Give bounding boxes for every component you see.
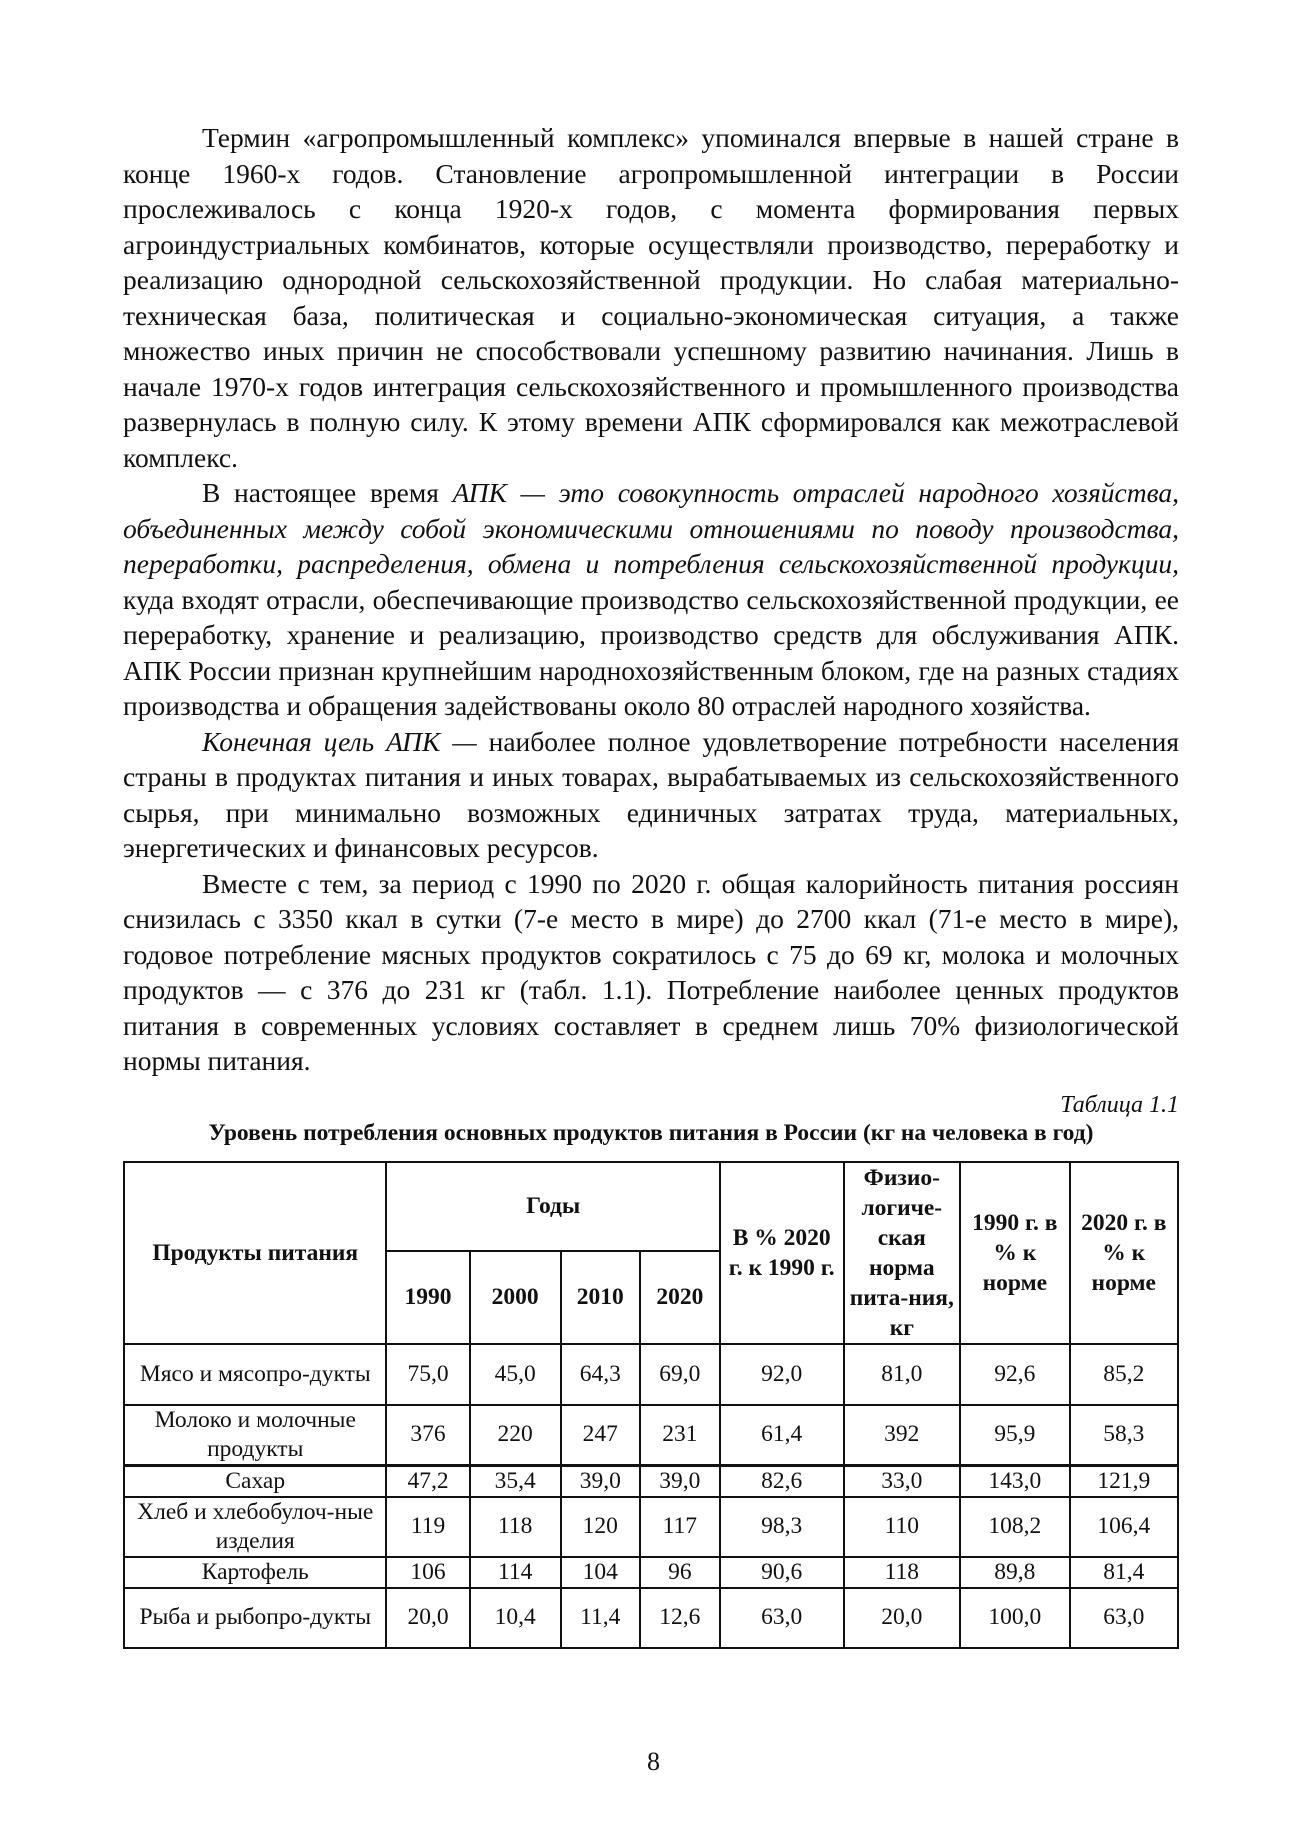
value-cell: 231: [640, 1405, 720, 1466]
product-name-cell: Молоко и молочные продукты: [124, 1405, 386, 1466]
value-cell: 118: [844, 1557, 961, 1588]
value-cell: 104: [561, 1557, 640, 1588]
value-cell: 117: [640, 1497, 720, 1557]
page-content: [123, 120, 1179, 1649]
value-cell: 20,0: [386, 1588, 469, 1648]
value-cell: 82,6: [720, 1465, 844, 1497]
value-cell: 39,0: [640, 1465, 720, 1497]
value-cell: 45,0: [470, 1344, 561, 1405]
value-cell: 20,0: [844, 1588, 961, 1648]
table-row: [124, 1465, 1178, 1497]
paragraph-consumption: Вместе с тем, за период с 1990 по 2020 г. общая калорийность питания россиян снизилась с 3350 ккал в сутки (7-е место в мире) до 2700 ккал (71-е место в мире), годовое потребление мясных продуктов сократилось с 75 до 69 кг, молока и молочных продуктов — с 376 до 231 кг (табл. 1.1). Потребление наиболее ценных продуктов питания в современных условиях составляет в среднем лишь 70% физиологической нормы питания.: [123, 867, 1179, 1076]
value-cell: 64,3: [561, 1344, 640, 1405]
value-cell: 119: [386, 1497, 469, 1557]
value-cell: 47,2: [386, 1465, 469, 1497]
value-cell: 12,6: [640, 1588, 720, 1648]
value-cell: 106,4: [1070, 1497, 1178, 1557]
value-cell: 114: [470, 1557, 561, 1588]
header-product: Продукты питания: [124, 1162, 386, 1344]
value-cell: 75,0: [386, 1344, 469, 1405]
page-number: 8: [647, 1747, 660, 1776]
value-cell: 96: [640, 1557, 720, 1588]
value-cell: 81,0: [844, 1344, 961, 1405]
value-cell: 89,8: [960, 1557, 1069, 1588]
value-cell: 61,4: [720, 1405, 844, 1466]
table-row: [124, 1405, 1178, 1466]
value-cell: 120: [561, 1497, 640, 1557]
value-cell: 247: [561, 1405, 640, 1466]
paragraph-apk-definition: [123, 475, 1179, 724]
goal-rest: наиболее полное удовлетворение потребности населения страны в продуктах питания и иных товарах, вырабатываемых из сельскохозяйственного сырья, при минимально возможных единичных затратах труда, материальных, энергетических и финансовых ресурсов.: [123, 725, 1179, 863]
header-year-2000: 2000: [470, 1251, 561, 1343]
value-cell: 63,0: [1070, 1588, 1178, 1648]
value-cell: 121,9: [1070, 1465, 1178, 1497]
value-cell: 376: [386, 1405, 469, 1466]
paragraph-apk-history: Термин «агропромышленный комплекс» упоминался впервые в нашей стране в конце 1960-х годов. Становление агропромышленной интеграции в России прослеживалось с конца 1920-х годов, с момента формирования первых агроиндустриальных комбинатов, которые осуществляли производство, переработку и реализацию однородной сельскохозяйственной продукции. Но слабая материально-техническая база, политическая и социально-экономическая ситуация, а также множество иных причин не способствовали успешному развитию начинания. Лишь в начале 1970-х годов интеграция сельскохозяйственного и промышленного производства развернулась в полную силу. К этому времени АПК сформировался как межотраслевой комплекс.: [123, 122, 1179, 473]
value-cell: 108,2: [960, 1497, 1069, 1557]
value-cell: 118: [470, 1497, 561, 1557]
value-cell: 35,4: [470, 1465, 561, 1497]
product-name-cell: Хлеб и хлебобулоч-ные изделия: [124, 1497, 386, 1557]
value-cell: 58,3: [1070, 1405, 1178, 1466]
value-cell: 106: [386, 1557, 469, 1588]
value-cell: 11,4: [561, 1588, 640, 1648]
header-1990-pct-norm: 1990 г. в % к норме: [960, 1162, 1069, 1344]
value-cell: 39,0: [561, 1465, 640, 1497]
table-row: [124, 1557, 1178, 1588]
value-cell: 85,2: [1070, 1344, 1178, 1405]
value-cell: 110: [844, 1497, 961, 1557]
product-name-cell: Картофель: [124, 1557, 386, 1588]
product-name-cell: Рыба и рыбопро-дукты: [124, 1588, 386, 1648]
value-cell: 81,4: [1070, 1557, 1178, 1588]
value-cell: 98,3: [720, 1497, 844, 1557]
table-title: Уровень потребления основных продуктов питания в России (кг на человека в год): [208, 1119, 1094, 1146]
value-cell: 392: [844, 1405, 961, 1466]
header-physio-norm: Физио-логиче-ская норма пита-ния, кг: [844, 1162, 961, 1344]
product-name-cell: Сахар: [124, 1465, 386, 1497]
table-row: [124, 1497, 1178, 1557]
table-body: [124, 1344, 1178, 1648]
product-name-cell: Мясо и мясопро-дукты: [124, 1344, 386, 1405]
value-cell: 90,6: [720, 1557, 844, 1588]
header-years: Годы: [386, 1162, 719, 1252]
header-year-2020: 2020: [640, 1251, 720, 1343]
header-year-1990: 1990: [386, 1251, 469, 1343]
table-row: [124, 1344, 1178, 1405]
value-cell: 69,0: [640, 1344, 720, 1405]
table-number: Таблица 1.1: [1060, 1091, 1179, 1118]
header-year-2010: 2010: [561, 1251, 640, 1343]
value-cell: 95,9: [960, 1405, 1069, 1466]
definition-italic: АПК — это совокупность отраслей народного хозяйства, объединенных между собой экономическими отношениями по поводу производства, переработки, распределения, обмена и потребления сельскохозяйственной продукции,: [123, 477, 1179, 579]
value-cell: 10,4: [470, 1588, 561, 1648]
header-2020-pct-norm: 2020 г. в % к норме: [1070, 1162, 1178, 1344]
value-cell: 63,0: [720, 1588, 844, 1648]
value-cell: 92,6: [960, 1344, 1069, 1405]
value-cell: 33,0: [844, 1465, 961, 1497]
value-cell: 220: [470, 1405, 561, 1466]
value-cell: 143,0: [960, 1465, 1069, 1497]
table-row: [124, 1588, 1178, 1648]
definition-rest: куда входят отрасли, обеспечивающие производство сельскохозяйственной продукции, ее переработку, хранение и реализацию, производство средств для обслуживания АПК. АПК России признан крупнейшим народнохозяйственным блоком, где на разных стадиях производства и обращения задействованы около 80 отраслей народного хозяйства.: [123, 583, 1179, 721]
header-pct-2020-1990: В % 2020 г. к 1990 г.: [720, 1162, 844, 1344]
definition-intro: В настоящее время: [202, 477, 453, 508]
goal-italic: Конечная цель АПК —: [202, 725, 477, 757]
value-cell: 92,0: [720, 1344, 844, 1405]
consumption-table: [123, 1161, 1179, 1649]
paragraph-apk-goal: [123, 724, 1179, 866]
value-cell: 100,0: [960, 1588, 1069, 1648]
